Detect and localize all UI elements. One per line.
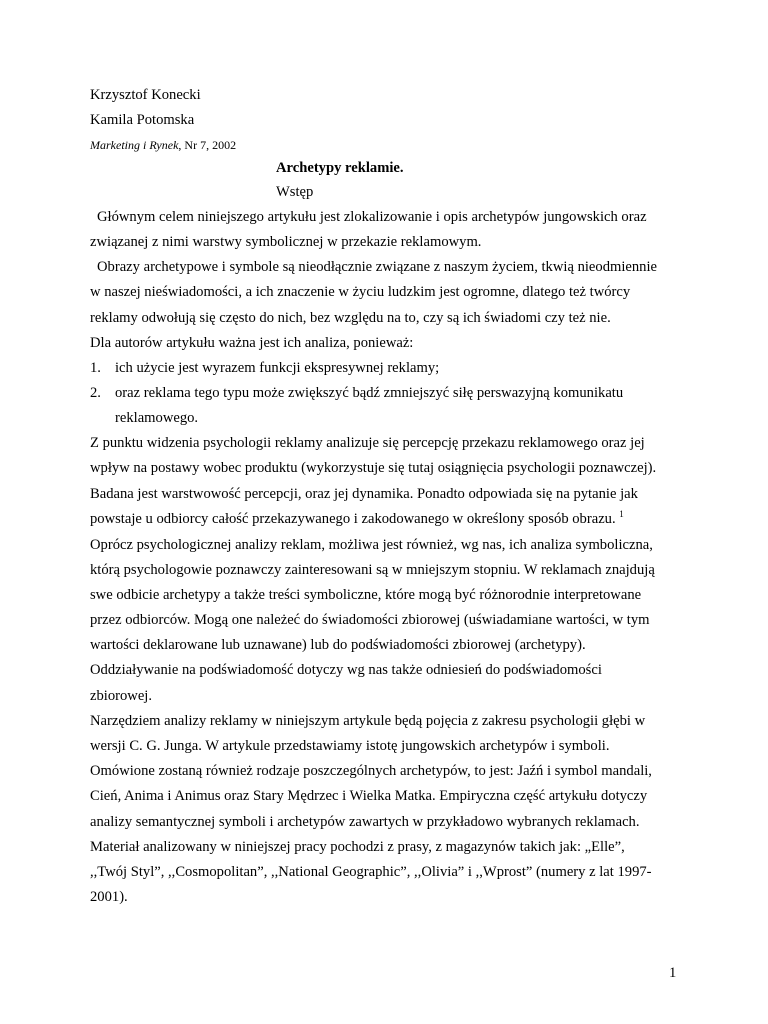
paragraph-line: 2001). bbox=[90, 889, 128, 905]
list-item-text: oraz reklama tego typu może zwiększyć bądź zmniejszyć siłę perswazyjną komunikatu bbox=[115, 385, 624, 401]
paragraph-line-with-footnote bbox=[90, 510, 624, 528]
list-number: 1. bbox=[90, 360, 101, 376]
paragraph-line: Materiał analizowany w niniejszej pracy pochodzi z prasy, z magazynów takich jak: „Elle”, bbox=[90, 839, 625, 855]
paragraph-line: przez odbiorców. Mogą one należeć do świadomości zbiorowej (uświadamiane wartości, w tym bbox=[90, 612, 650, 628]
paragraph-line: Z punktu widzenia psychologii reklamy analizuje się percepcję przekazu reklamowego oraz jej bbox=[90, 435, 645, 451]
journal-name: Marketing i Rynek bbox=[90, 138, 179, 152]
paragraph-line: w naszej nieświadomości, a ich znaczenie w życiu ludzkim jest ogromne, dlatego też twórcy bbox=[90, 284, 631, 300]
footnote-reference[interactable]: 1 bbox=[619, 509, 624, 519]
paragraph-line: analizy semantycznej symboli i archetypów zawartych w przykładowo wybranych reklamach. bbox=[90, 814, 640, 830]
paragraph-line: Dla autorów artykułu ważna jest ich analiza, ponieważ: bbox=[90, 335, 414, 351]
journal-issue: , Nr 7, 2002 bbox=[178, 138, 237, 152]
paragraph-line: Głównym celem niniejszego artykułu jest zlokalizowanie i opis archetypów jungowskich oraz bbox=[97, 209, 647, 225]
paragraph-line: zbiorowej. bbox=[90, 688, 153, 704]
paragraph-line: wpływ na postawy wobec produktu (wykorzystuje się tutaj osiągnięcia psychologii poznawczej). bbox=[90, 460, 657, 476]
paragraph-line: Oddziaływanie na podświadomość dotyczy wg nas także odniesień do podświadomości bbox=[90, 662, 602, 678]
paragraph-line: Omówione zostaną również rodzaje poszczególnych archetypów, to jest: Jaźń i symbol mandali, bbox=[90, 763, 652, 779]
paragraph-line: związanej z nimi warstwy symbolicznej w przekazie reklamowym. bbox=[90, 234, 482, 250]
paragraph-line: Badana jest warstwowość percepcji, oraz jej dynamika. Ponadto odpowiada się na pytanie jak bbox=[90, 486, 638, 502]
paragraph-line: Cień, Anima i Animus oraz Stary Mędrzec i Wielka Matka. Empiryczna część artykułu dotyczy bbox=[90, 788, 648, 804]
paragraph-line: Oprócz psychologicznej analizy reklam, możliwa jest również, wg nas, ich analiza symboliczna, bbox=[90, 537, 653, 553]
author-name-1: Krzysztof Konecki bbox=[90, 87, 201, 103]
paragraph-line: Narzędziem analizy reklamy w niniejszym artykule będą pojęcia z zakresu psychologii głębi w bbox=[90, 713, 646, 729]
paragraph-line: swe odbicie archetypy a także treści symboliczne, które mogą być różnorodnie interpretowane bbox=[90, 587, 642, 603]
list-item-text: ich użycie jest wyrazem funkcji ekspresywnej reklamy; bbox=[115, 360, 440, 376]
document-title: Archetypy reklamie. bbox=[276, 160, 404, 176]
paragraph-line: reklamy odwołują się często do nich, bez względu na to, czy są ich świadomi czy też nie. bbox=[90, 310, 611, 326]
page-number: 1 bbox=[669, 965, 677, 981]
paragraph-line: Obrazy archetypowe i symbole są nieodłącznie związane z naszym życiem, tkwią nieodmiennie bbox=[97, 259, 658, 275]
section-heading: Wstęp bbox=[276, 184, 314, 200]
author-name-2: Kamila Potomska bbox=[90, 112, 195, 128]
paragraph-line: ,,Twój Styl”, ,,Cosmopolitan”, ,,National Geographic”, ,,Olivia” i ,,Wprost” (numery z lat 1997- bbox=[90, 864, 652, 880]
list-item-text-continued: reklamowego. bbox=[115, 410, 199, 426]
paragraph-line: wartości deklarowane lub uznawane) lub do podświadomości zbiorowej (archetypy). bbox=[90, 637, 586, 653]
journal-citation bbox=[90, 136, 236, 154]
list-number: 2. bbox=[90, 385, 101, 401]
paragraph-line: którą psychologowie poznawczy zainteresowani są w mniejszym stopniu. W reklamach znajdują bbox=[90, 562, 655, 578]
paragraph-text: powstaje u odbiorcy całość przekazywanego i zakodowanego w określony sposób obrazu. bbox=[90, 511, 620, 527]
paragraph-line: wersji C. G. Junga. W artykule przedstawiamy istotę jungowskich archetypów i symboli. bbox=[90, 738, 610, 754]
